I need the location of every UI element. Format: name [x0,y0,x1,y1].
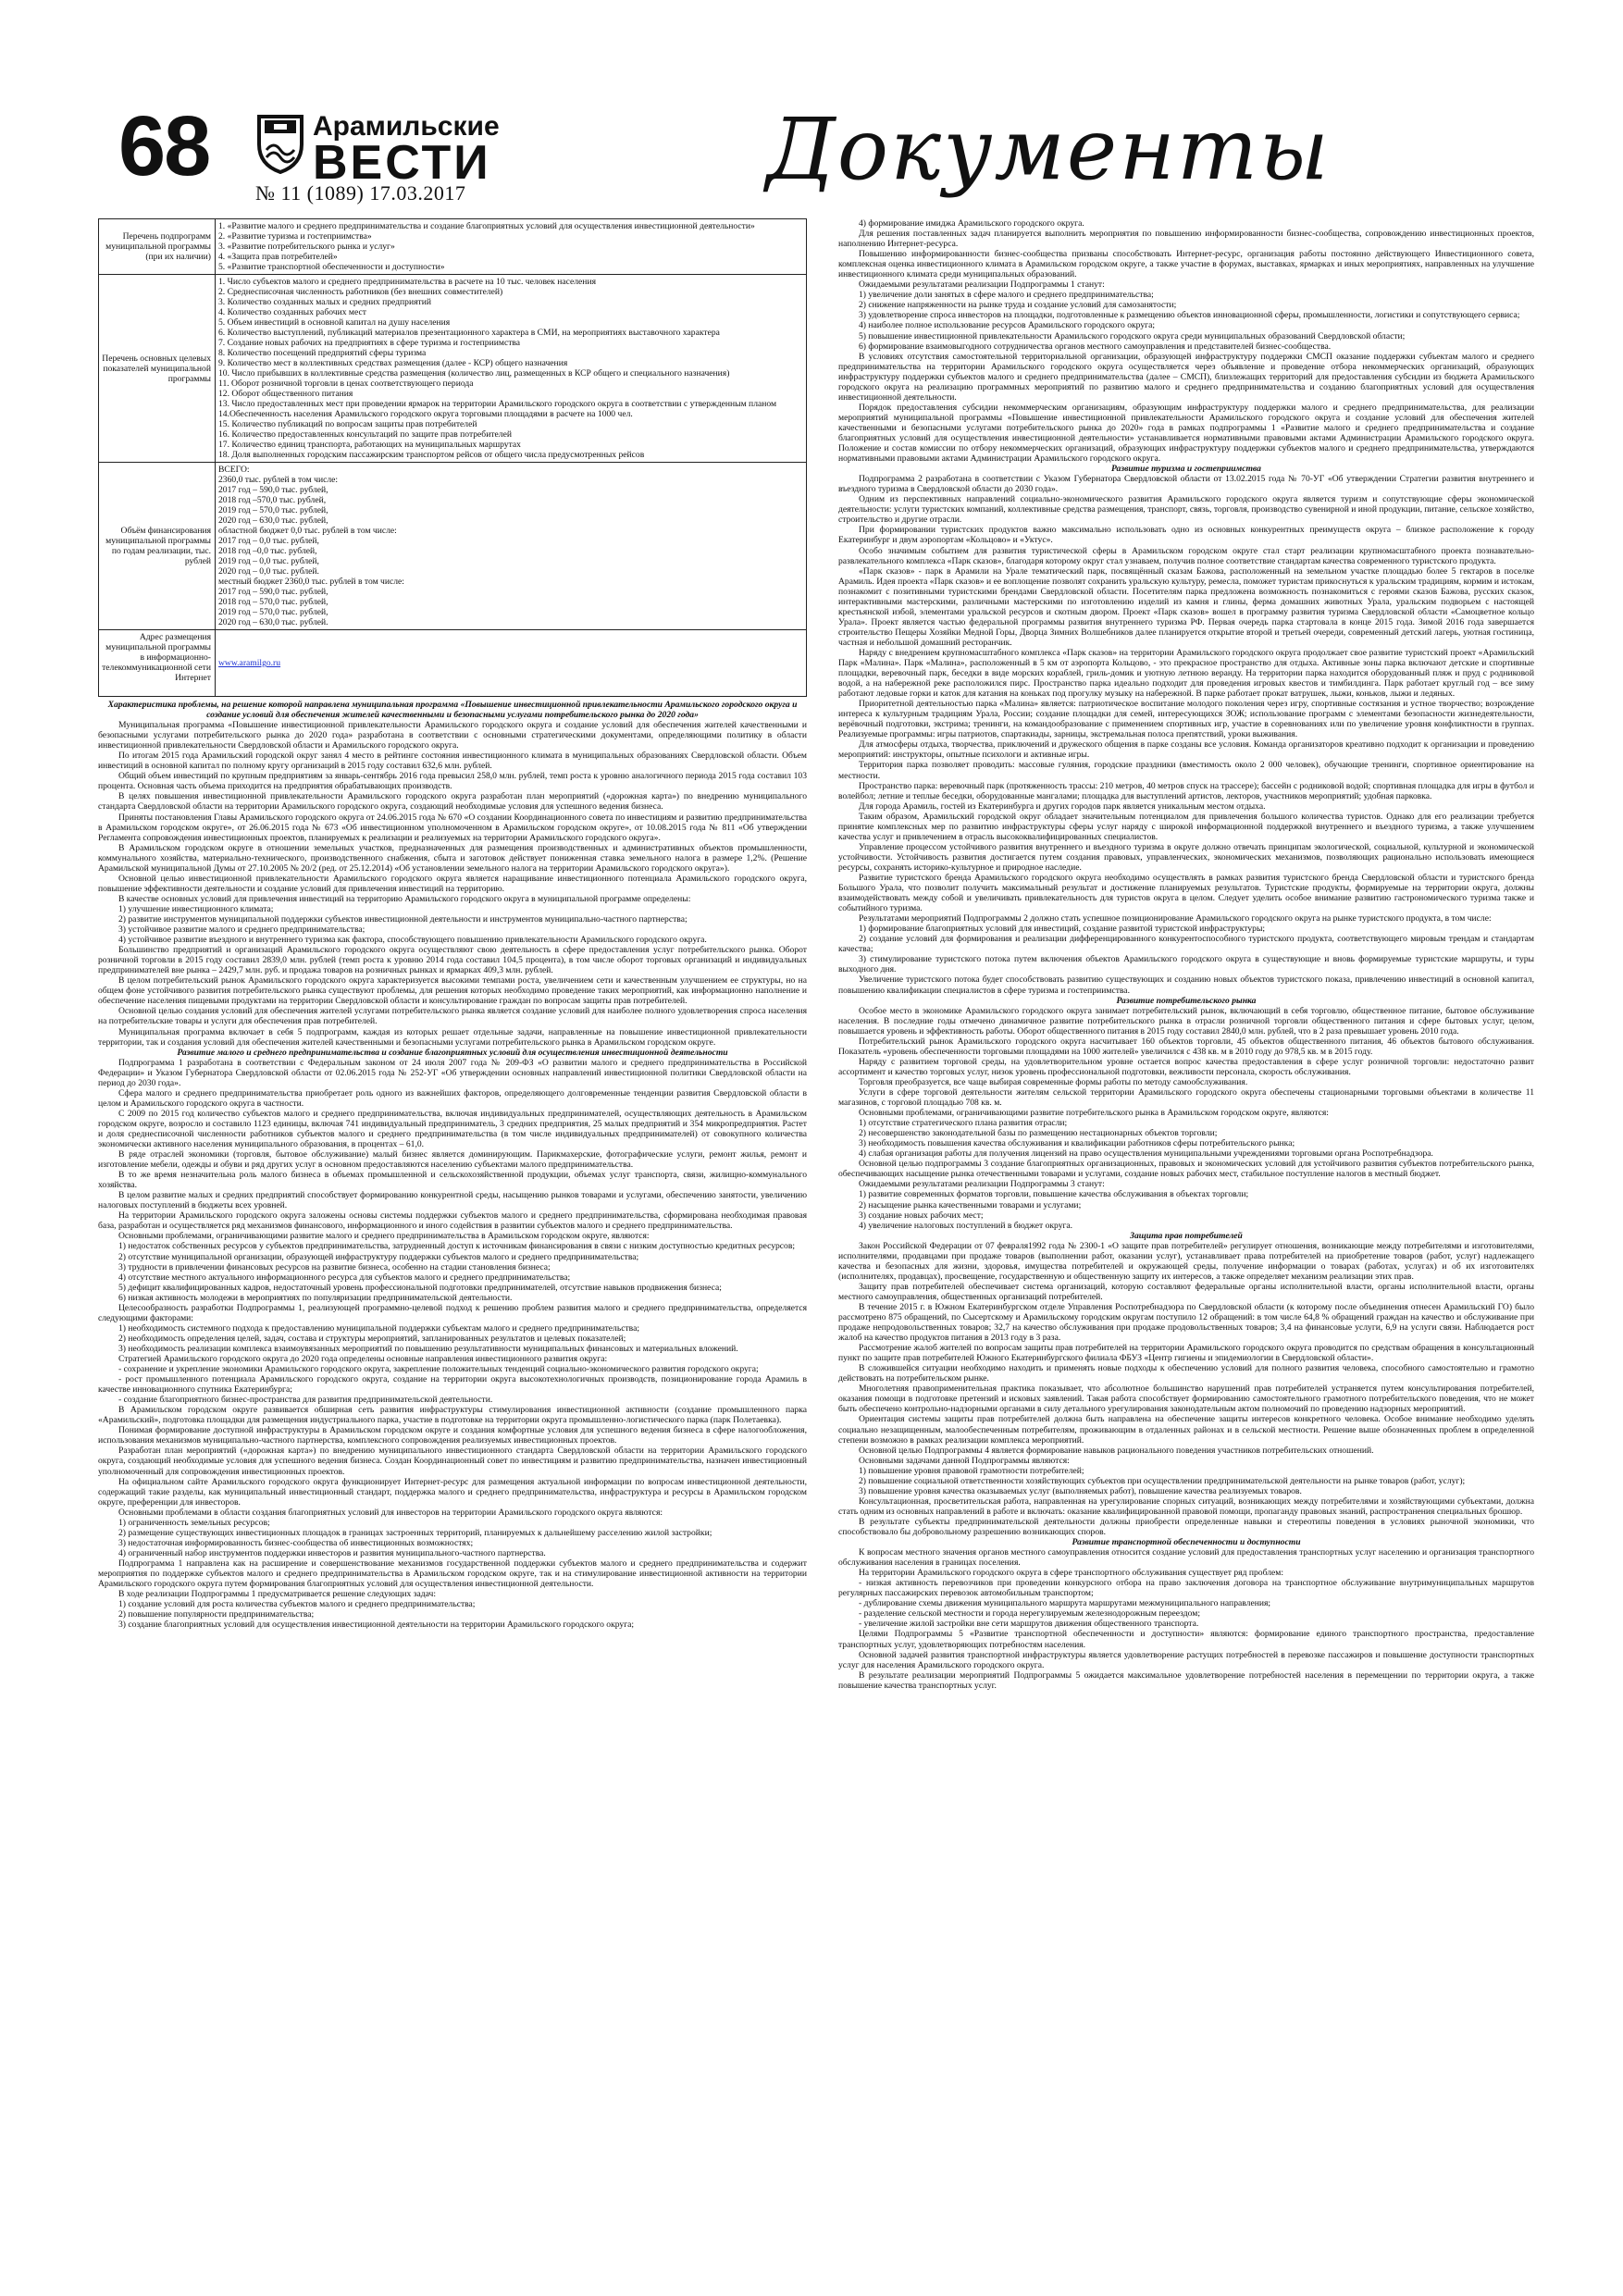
paragraph: 1) необходимость системного подхода к предоставлению муниципальной поддержки субъектам малого и среднего предпринимательства; [118,1322,639,1334]
paragraph: 1) отсутствие стратегического плана развития отрасли; [859,1118,1068,1129]
section-heading: Характеристика проблемы, на решение которой направлена муниципальная программа «Повышение инвестиционной привлекательности Арамильского городского округа и создание условий для обеспечения жителей качественными и безопасными услугами потребительского рынка до 2020 года» [107,700,798,721]
list-item: 4. «Защита прав потребителей» [218,252,338,262]
paragraph: 3) необходимость повышения качества обслуживания и квалификации работников сферы потребительского рынка; [859,1138,1295,1149]
paragraph: Основной целью Подпрограммы 4 является формирование навыков рационального поведения участников потребительских отношений. [859,1445,1374,1456]
list-item: 2018 год –570,0 тыс. рублей, [218,495,327,505]
right-body-text [838,218,1534,1691]
list-item: 16. Количество предоставленных консультаций по защите прав потребителей [218,429,512,440]
list-item: 2018 год –0,0 тыс. рублей, [218,546,317,556]
list-item: 18. Доля выполненных городским пассажирским транспортом рейсов от общего числа предусмотренных рейсов [218,450,645,460]
financing-cell [216,463,807,630]
paragraph: 2) создание условий для формирования и реализации дифференцированного конкурентоспособного туристского продукта, соответствующего мировым трендам и стандартам качества; [838,934,1534,955]
list-item: 4. Количество созданных рабочих мест [218,307,366,317]
paragraph: В качестве основных условий для привлечения инвестиций на территорию Арамильского городского округа в муниципальной программе определены: [118,893,691,904]
table-row [99,630,807,697]
paragraph: 2) повышение социальной ответственности хозяйствующих субъектов при осуществлении предпринимательской деятельности на рынке товаров (работ, услуг); [859,1475,1466,1486]
paragraph: С 2009 по 2015 год количество субъектов малого и среднего предпринимательства, включая индивидуальных предпринимателей, осуществляющих деятельность в Арамильском городском округе, возросло и составило 1123 единицы, включая 741 индивидуальный предприниматель, 3 средних предприятия, 25 малых предприятий и 354 микропредприятия. Растет и доля среднесписочной численности работников субъектов малого и среднего предпринимательства (в том числе индивидуальных предпринимателей) от совокупного количества экономически активного населения муниципального образования, в процентах – 61,0. [98,1108,807,1150]
paragraph: Наряду с внедрением крупномасштабного комплекса «Парк сказов» на территории Арамильского городского округа продолжает свое развитие туристский проект «Арамильский Парк «Малина». Парк «Малина», расположенный в 5 км от аэропорта Кольцово, - это прекрасное пространство для отдыха. Активные зоны парка включают детские и спортивные площадки, веревочный парк, беседки в виде морских кораблей, гриль-домик и уютную летнюю веранду. На территории парка находится оборудованный пляж и пруд с родниковой водой, а на набережной реке расположился пирс. Пространство парка идеально подходит для проведения игровых квестов и тимбилдинга. Парк работает круглый год – все зиму работают ледовые горки и каток для катания на коньках под прогулку музыку на набережной. В парке работает прокат ватрушек, лыжи, коньков, лыжи и ледяных. [838,647,1534,700]
list-item: 14.Обеспеченность населения Арамильского городского округа торговыми площадями в расчете на 1000 чел. [218,409,633,419]
paragraph: - низкая активность перевозчиков при проведении конкурсного отбора на право заключения договора на транспортное обслуживание внутримуниципальных маршрутов регулярных пассажирских перевозок автомобильным транспортом; [838,1578,1534,1599]
paragraph: В условиях отсутствия самостоятельной территориальной организации, образующей инфраструктуру поддержки СМСП оказание поддержки субъектам малого и среднего предпринимательства на территории Арамильского городского округа осуществляется через объявление и проведение отбора некоммерческих организаций, образующих инфраструктуру поддержки субъектов малого и среднего предпринимательства (далее – СМСП), близлежащих территорий для предоставления субсидии из бюджета Арамильского городского округа на реализацию программных мероприятий по развитию малого и среднего предпринимательства и созданию благоприятных условий для осуществления инвестиционной деятельности. [838,351,1534,403]
paragraph: Для города Арамиль, гостей из Екатеринбурга и других городов парк является уникальным местом отдыха. [859,800,1266,812]
list-item: 2019 год – 570,0 тыс. рублей, [218,607,328,617]
paragraph: Таким образом, Арамильский городской округ обладает значительным потенциалом для привлечения большого количества туристов. Однако для его реализации требуется принятие комплексных мер по развитию инфраструктуры сферы услуг наряду с широкой информационной поддержкой внутреннего и въездного туризма, а также улучшением качества услуг и привлечением в отрасль высококвалифицированных специалистов. [838,811,1534,842]
paragraph: В целом потребительский рынок Арамильского городского округа характеризуется высокими темпами роста, увеличением сети и качественным улучшением ее структуры, но на общем фоне устойчивого развития потребительского рынка существуют проблемы, для решения которых необходимо проведение таких мероприятий, как информационно наполнение и обеспечение населения пищевыми продуктами на территории Свердловской области и консультирование граждан по вопросам защиты прав потребителей. [98,975,807,1007]
list-item: 2017 год – 590,0 тыс. рублей, [218,587,328,597]
paragraph: 1) повышение уровня правовой грамотности потребителей; [859,1465,1084,1476]
paragraph: - разделение сельской местности и города нерегулируемым железнодорожным переездом; [859,1608,1200,1620]
website-cell [216,630,807,697]
paragraph: В целом развитие малых и средних предприятий способствует формированию конкурентной среды, насыщению рынков товарами и услугами, обеспечению занятости, увеличению налоговых поступлений в бюджеты всех уровней. [98,1190,807,1211]
paragraph: Понимая формирование доступной инфраструктуры в Арамильском городском округе и создания комфортные условия для успешного ведения бизнеса в сфере налогообложения, использования механизмов муниципально-частного партнерства, комплексного сопровождения реализуемых инвестиционных проектов. [98,1425,807,1446]
list-item: 5. Объем инвестиций в основной капитал на душу населения [218,317,451,328]
paragraph: 3) удовлетворение спроса инвесторов на площадки, подготовленные к размещению объектов инновационной сферы, промышленности, логистики и сопутствующего сервиса; [859,310,1520,321]
paragraph: Особо значимым событием для развития туристической сферы в Арамильском городском округе стал старт реализации крупномасштабного проекта познавательно-развлекательного комплекса «Парк сказов», благодаря которому округ стал узнаваем, получив полное соответствие стандартам качества современного туристского продукта. [838,545,1534,566]
paragraph: Целесообразность разработки Подпрограммы 1, реализующей программно-целевой подход к решению проблем развития малого и среднего предпринимательства, определяется следующими факторами: [98,1302,807,1323]
list-item: 2020 год – 630,0 тыс. рублей. [218,617,328,627]
paragraph: В то же время незначительна роль малого бизнеса в объемах промышленной и сельскохозяйственной продукции, объемах услуг транспорта, связи, жилищно-коммунального хозяйства. [98,1170,807,1191]
paragraph: - сохранение и укрепление экономики Арамильского городского округа, закрепление положительных тенденций социально-экономического развития городского округа; [118,1364,759,1375]
page-number: 68 [118,99,210,193]
paragraph: 4) устойчивое развитие въездного и внутреннего туризма как фактора, способствующего повышению привлекательности Арамильского городского округа. [118,935,707,946]
paragraph: - дублирование схемы движения муниципального маршрута маршрутами межмуниципального направления; [859,1598,1271,1609]
list-item: 2018 год – 570,0 тыс. рублей, [218,597,328,607]
paragraph: Основной целью подпрограммы 3 создание благоприятных организационных, правовых и экономических условий для устойчивого развития субъектов потребительского рынка, обеспечивающих насыщение рынка отечественными товарами и услугами, создание новых рабочих мест, стабильное поступление налогов в местный бюджет. [838,1159,1534,1180]
list-item: 2020 год – 0,0 тыс. рублей. [218,566,319,577]
paragraph: Развитие туристского бренда Арамильского городского округа необходимо осуществлять в рамках развития туристского бренда Свердловской области и туристского бренда Большого Урала, что позволит получить максимальный результат и достижение планируемых результатов. Туристские продукты, формируемые на территории округа, должны взаимодействовать между собой и увеличивать привлекательность для туристов округа в целом. Следует уделить особое внимание развитию гастрономического туризма также и событийного туризма. [838,873,1534,914]
paragraph: К вопросам местного значения органов местного самоуправления относится создание условий для предоставления транспортных услуг населению и организация транспортного обслуживания населения в границах поселения. [838,1547,1534,1569]
list-item: 10. Число прибывших в коллективные средства размещения (количество лиц, размещенных в КСР общего и специального назначения) [218,368,730,379]
paragraph: В сложившейся ситуации необходимо находить и применять новые подходы к обеспечению условий для полного развития человека, способного самостоятельно и грамотно действовать на потребительском рынке. [838,1363,1534,1384]
list-item: 6. Количество выступлений, публикаций материалов презентационного характера в СМИ, на мероприятиях выставочного характера [218,328,720,338]
paragraph: - увеличение жилой застройки вне сети маршрутов движения общественного транспорта. [859,1619,1199,1630]
list-item: 15. Количество публикаций по вопросам защиты прав потребителей [218,419,477,429]
paragraph: 1) улучшение инвестиционного климата; [118,903,274,914]
paragraph: Основными проблемами в области создания благоприятных условий для инвесторов на территории Арамильского городского округа являются: [118,1507,663,1518]
list-item: 2360,0 тыс. рублей в том числе: [218,475,339,485]
section-heading: Развитие транспортной обеспеченности и доступности [1072,1537,1301,1548]
list-item: 2019 год – 0,0 тыс. рублей, [218,556,319,566]
paragraph: Территория парка позволяет проводить: массовые гуляния, городские праздники (вместимость около 2 000 человек), обучающие тренинги, спортивное ориентирование на местности. [838,760,1534,781]
paragraph: 6) низкая активность молодежи в мероприятиях по популяризации предпринимательской деятельности. [118,1292,513,1303]
row-label: Перечень подпрограмм муниципальной программы (при их наличии) [99,219,216,275]
paragraph: Особое место в экономике Арамильского городского округа занимает потребительский рынок, включающий в себя торговлю, общественное питание, бытовое обслуживание населения. В последние годы отмечено динамичное развитие потребительского рынка в отрасли розничной торговли общественного питания и сфере бытовых услуг, целом, повышается уровень и эффективность работы. Оборот общественного питания в 2015 году составил 2840,0 млн. рублей, что в 2 раза превышает уровень 2010 года. [838,1005,1534,1036]
table-row [99,219,807,275]
list-item: 17. Количество единиц транспорта, работающих на муниципальных маршрутах [218,440,521,450]
paragraph: Муниципальная программа включает в себя 5 подпрограмм, каждая из которых решает отдельные задачи, направленные на повышение инвестиционной привлекательности территории, так и создания условий для обеспечения жителей качественными и безопасными услугами потребительского рынка в Арамильском городском округе. [98,1026,807,1048]
paragraph: Управление процессом устойчивого развития внутреннего и въездного туризма в округе должно отвечать принципам экологической, социальной, культурной и экономической устойчивости. Устойчивость развития достигается путем создания правовых, управленческих, экономических механизмов, позволяющих рационально использовать имеющиеся ресурсы, сохранять историко-культурное и природное наследие. [838,841,1534,873]
left-column [98,218,807,1630]
paragraph: Рассмотрение жалоб жителей по вопросам защиты прав потребителей на территории Арамильского городского округа проводится по средствам обращения в консультационный пункт по защите прав потребителей Южного Екатеринбургского филиала ФБУЗ «Центр гигиены и эпидемиологии в Свердловской области». [838,1343,1534,1364]
paragraph: 1) ограниченность земельных ресурсов; [118,1517,270,1528]
paper-name-top: Арамильские [313,111,500,142]
paragraph: 2) необходимость определения целей, задач, состава и структуры мероприятий, запланированных результатов и целевых показателей; [118,1333,626,1344]
paragraph: 1) формирование благоприятных условий для инвестиций, создание развитой туристской инфраструктуры; [859,924,1266,935]
paragraph: Ориентация системы защиты прав потребителей должна быть направлена на обеспечение защиты интересов конкретного человека. Особое внимание необходимо уделять социально незащищенным, малообеспеченным потребителям, проживающим в отдаленных районах и в сельской местности. Решение выше обозначенных проблем в определенной степени возможно в рамках реализации комплекса мероприятий. [838,1414,1534,1446]
paragraph: Подпрограмма 2 разработана в соответствии с Указом Губернатора Свердловской области от 13.02.2015 года № 70-УГ «Об утверждении Стратегии развития внутреннего и въездного туризма в Свердловской области до 2030 года». [838,474,1534,495]
paragraph: Повышению информированности бизнес-сообщества призваны способствовать Интернет-ресурс, организация работы постоянно действующего Инвестиционного совета, комплексная оценка инвестиционного климата в Арамильском городском округе, а также участие в форумах, выставках, ярмарках и иных мероприятиях, направленных на улучшение инвестиционного климата среди муниципальных образований. [838,249,1534,280]
paragraph: Торговля преобразуется, все чаще выбирая современные формы работы по методу самообслуживания. [859,1076,1248,1087]
list-item: 1. Число субъектов малого и среднего предпринимательства в расчете на 10 тыс. человек населения [218,277,596,287]
section-title: Документы [766,100,1331,199]
paragraph: 2) насыщение рынка качественными товарами и услугами; [859,1199,1082,1210]
paragraph: Результатами мероприятий Подпрограммы 2 должно стать успешное позиционирование Арамильского городского округа на рынке туристского продукта, в том числе: [859,913,1492,925]
paragraph: На территории Арамильского городского округа заложены основы системы поддержки субъектов малого и среднего предпринимательства, сформирована необходимая правовая база, разработан и осуществляется ряд механизмов финансового, информационного и иного содействия в развитии субъектов малого и среднего предпринимательства. [98,1210,807,1232]
paragraph: 3) устойчивое развитие малого и среднего предпринимательства; [118,925,365,936]
paragraph: В течение 2015 г. в Южном Екатеринбургском отделе Управления Роспотребнадзора по Свердловской области (к которому после объединения отнесен Арамильский ГО) было рассмотрено 875 обращений, по Сысертскому и Арамильскому городским округам поступило 12 обращений: в том числе 64,8 % обращений граждан на качество и обслуживание при продаже непродовольственных товаров; 32,7 на качество обслуживания при продаже продовольственных товаров; 3,4 на финансовые услуги, 6,9 на услуги связи. Наблюдается рост жалоб на качество продуктов питания в 2013 году в 3 раза. [838,1301,1534,1344]
paragraph: Порядок предоставления субсидии некоммерческим организациям, образующим инфраструктуру поддержки малого и среднего предпринимательства, для реализации мероприятий муниципальной программы «Повышение инвестиционной привлекательности Арамильского городского округа и создание условий для обеспечения жителей качественными и безопасными услугами потребительского рынка до 2020» года в рамках подпрограммы 1 «Развитие малого и среднего предпринимательства и создание благоприятных условий для осуществления инвестиционной деятельности» устанавливается нормативными правовыми актами Администрации Арамильского городского округа. Положение и состав комиссии по отбору некоммерческих организаций, образующих инфраструктуру поддержки субъектов малого и среднего предпринимательства, утверждаются нормативными правовыми актами Администрации Арамильского городского округа. [838,402,1534,465]
paragraph: Разработан план мероприятий («дорожная карта») по внедрению муниципального инвестиционного стандарта Свердловской области на территории Арамильского городского округа, создающий необходимые условия для успешного ведения бизнеса. Создан Координационный совет по инвестициям и развитию предпринимательства, назначен инвестиционный уполномоченный для сопровождения инвестиционных проектов. [98,1446,807,1477]
paragraph: Для атмосферы отдыха, творчества, приключений и дружеского общения в парке созданы все условия. Команда организаторов креативно подходит к организации и проведению мероприятий: инструкторы, опытные психологи и активные игры. [838,739,1534,761]
row-label: Перечень основных целевых показателей муниципальной программы [99,275,216,463]
paragraph: Услуги в сфере торговой деятельности жителям сельской территории Арамильского городского округа обеспечены стационарными торговыми объектами в количестве 11 магазинов, с торговой площадью 708 кв. м. [838,1086,1534,1109]
paragraph: Закон Российской Федерации от 07 февраля1992 года № 2300-1 «О защите прав потребителей» регулирует отношения, возникающие между потребителями и изготовителями, исполнителями, продавцами при продаже товаров (выполнении работ, оказании услуг), устанавливает права потребителей на приобретение товаров (работ, услуг) надлежащего качества и безопасных для жизни, здоровья, имущества потребителей и окружающей среды, получение информации о товарах (работах, услугах) и об их изготовителях (исполнителях, продавцах), просвещение, государственную и общественную защиту их интересов, а также определяет механизм реализации этих прав. [838,1240,1534,1282]
table-row [99,275,807,463]
paragraph: Большинство предприятий и организаций Арамильского городского округа осуществляют свою деятельность в сфере предоставления услуг потребительского рынка. Оборот розничной торговли в 2015 году составил 2839,0 млн. рублей (темп роста к уровню 2014 года составил 104,5 процента), в том числе оборот торговых организаций и индивидуальных предпринимателей вне рынка – 2429,7 млн. руб. и продажа товаров на розничных рынках и ярмарках 409,3 млн. рублей. [98,945,807,976]
paragraph: Подпрограмма 1 разработана в соответствии с Федеральным законом от 24 июля 2007 года № 209-ФЗ «О развитии малого и среднего предпринимательства в Российской Федерации» и Указом Губернатора Свердловской области от 02.06.2015 года № 252-УГ «Об утверждении основных направлений инвестиционной политики Свердловской области на период до 2030 года». [98,1057,807,1088]
paragraph: Ожидаемыми результатами реализации Подпрограммы 3 станут: [859,1179,1105,1190]
paragraph: Многолетняя правоприменительная практика показывает, что абсолютное большинство нарушений прав потребителей устраняется путем консультирования потребителей, оказания помощи в подготовке претензий и исковых заявлений. Такая работа способствует формированию самостоятельного грамотного потребительского поведения, что не может быть обеспечено контрольно-надзорными органами в силу детального урегулирования законодательным актом полномочий по проведению надзорных мероприятий. [838,1384,1534,1415]
paragraph: Ожидаемыми результатами реализации Подпрограммы 1 станут: [859,279,1105,291]
row-label: Адрес размещения муниципальной программы в информационно-телекоммуникационной сети Интернет [99,630,216,697]
indicators-cell [216,275,807,463]
paragraph: Основными задачами данной Подпрограммы являются: [859,1455,1070,1466]
paragraph: 3) создание новых рабочих мест; [859,1210,984,1221]
paragraph: 1) увеличение доли занятых в сфере малого и среднего предпринимательства; [859,290,1154,301]
paragraph: Пространство парка: веревочный парк (протяженность трассы: 210 метров, 40 метров спуск на трассере); бассейн с родниковой водой; спортивная площадка для игры в футбол и волейбол; летние и теплые беседки, оборудованные мангалами; площадка для выступлений артистов, лекторов, участников мероприятий; удобная парковка. [838,780,1534,801]
program-passport-table [98,218,807,697]
section-heading: Развитие потребительского рынка [1116,995,1257,1006]
paragraph: 3) недостаточная информированность бизнес-сообщества об инвестиционных возможностях; [118,1537,474,1548]
paragraph: Основной задачей развития транспортной инфраструктуры является удовлетворение растущих потребностей в перевозке пассажиров и повышение доступности транспортных услуг для населения Арамильского городского округа. [838,1649,1534,1670]
list-item: 2. Среднесписочная численность работников (без внешних совместителей) [218,287,503,297]
list-item: 2020 год – 630,0 тыс. рублей, [218,515,328,526]
paragraph: 1) создание условий для роста количества субъектов малого и среднего предпринимательства; [118,1599,476,1610]
paragraph: 6) формирование взаимовыгодного сотрудничества органов местного самоуправления и представителей бизнес-сообщества. [859,341,1332,352]
paragraph: 3) стимулирование туристского потока путем включения объектов Арамильского городского округа в существующие и вновь формируемые туристские маршруты, и туры выходного дня. [838,954,1534,975]
paragraph: В ряде отраслей экономики (торговля, бытовое обслуживание) малый бизнес является доминирующим. Парикмахерские, фотографические услуги, ремонт жилья, ремонт и изготовление мебели, одежды и обуви и ряд других услуг в основном предоставляются населению субъектами малого предпринимательства. [98,1149,807,1171]
paragraph: По итогам 2015 года Арамильский городской округ занял 4 место в рейтинге состояния инвестиционного климата в муниципальных образованиях Свердловской области. Объем инвестиций в основной капитал по полному кругу организаций в 2015 году составил 632,6 млн. рублей. [98,751,807,772]
paragraph: На официальном сайте Арамильского городского округа функционирует Интернет-ресурс для размещения актуальной информации по вопросам инвестиционной деятельности, содержащий такие разделы, как муниципальный инвестиционный стандарт, поддержка малого и среднего предпринимательства, инфраструктура и ресурсы в Арамильском городском округе, преференции для инвесторов. [98,1476,807,1508]
paragraph: Муниципальная программа «Повышение инвестиционной привлекательности Арамильского городского округа и создание условий для обеспечения жителей качественными и безопасными услугами потребительского рынка до 2020 года» разработана в соответствии с основными стратегическими документами, определяющими политику в области инвестиционной привлекательности Свердловской области и Арамильского городского округа. [98,720,807,751]
subprograms-cell [216,219,807,275]
list-item: 11. Оборот розничной торговли в ценах соответствующего периода [218,379,474,389]
issue-line: № 11 (1089) 17.03.2017 [255,181,466,205]
paragraph: Приоритетной деятельностью парка «Малина» является: патриотическое воспитание молодого поколения через игру, спортивные состязания и устное творчество; возрождение интереса к культурным традициям Урала, России; создание площадки для семей, интересующихся ЗОЖ; использование программ с элементами безопасности жизнедеятельности, верёвочный подготовки, экстрима; тренинги, на командообразование с применением спортивных игр, участие в соревнованиях или по увеличение уровня конфликтности в группах. Реализуемые программы: игры патриотов, спартакиады, зарницы, экстремальная полоса препятствий, уроки выживания. [838,699,1534,740]
list-item: ВСЕГО: [218,465,250,475]
paragraph: В Арамильском городском округе в отношении земельных участков, предназначенных для размещения производственных и административных объектов промышленности, коммунального хозяйства, материально-технического, производственного снабжения, сбыта и заготовок действует пониженная ставка земельного налога в размере 1,2%. (Решение Арамильской муниципальной Думы от 27.10.2005 № 20/2 (ред. от 25.12.2014) «Об установлении земельного налога на территории Арамильского городского округа»). [98,842,807,874]
table-row [99,463,807,630]
left-body-text [98,700,807,1630]
list-item: 9. Количество мест в коллективных средствах размещения (далее - КСР) общего назначения [218,358,568,368]
row-label: Объём финансирования муниципальной программы по годам реализации, тыс. рублей [99,463,216,630]
paragraph: 2) несовершенство законодательной базы по размещению нестационарных объектов торговли; [859,1128,1218,1139]
list-item: 2019 год – 570,0 тыс. рублей, [218,505,328,515]
paragraph: Подпрограмма 1 направлена как на расширение и совершенствование механизмов государственной поддержки субъектов малого и среднего предпринимательства и содержит мероприятия по поддержке субъектов малого и среднего предпринимательства в Арамильском городском округе, так и на стимулирование инвестиционной активности на территории Арамильского городского округа путем формирования благоприятных условий для осуществления инвестиционной деятельности. [98,1558,807,1590]
paragraph: 3) необходимость реализации комплекса взаимоувязанных мероприятий по повышению результативности муниципальных финансовых и материальных вложений. [118,1343,738,1354]
paragraph: 2) развитие инструментов муниципальной поддержки субъектов инвестиционной деятельности и инструментов муниципально-частного партнерства; [118,913,688,925]
paragraph: 4) наиболее полное использование ресурсов Арамильского городского округа; [859,320,1156,331]
paragraph: Основными проблемами, ограничивающими развитие малого и среднего предпринимательства в Арамильском городском округе, являются: [118,1231,650,1242]
paragraph: 4) формирование имиджа Арамильского городского округа. [859,218,1084,229]
paragraph: 2) отсутствие муниципальной организации, образующей инфраструктуру поддержки субъектов малого и среднего предпринимательства; [118,1251,639,1262]
list-item: областной бюджет 0,0 тыс. рублей в том числе: [218,526,397,536]
paragraph: - создание благоприятного бизнес-пространства для развития предпринимательской деятельности. [118,1395,493,1406]
paragraph: 3) создание благоприятных условий для осуществления инвестиционной деятельности на территории Арамильского городского округа; [118,1620,635,1631]
paragraph: «Парк сказов» - парк в Арамили на Урале тематический парк, посвящённый сказам Бажова, расположенный на земельном участке площадью более 5 гектаров в поселке Арамиль. Идея проекта «Парк сказов» и ее воплощение позволят сохранить уральскую культуру, ремесла, поможет туристам прикоснуться к уральским традициям, кормим и истокам, познакомит с позитивными туристскими брендами Свердловской области. Посетителям парка предложена возможность познакомиться с героями сказов Бажова, русских сказок, интерактивными мастерскими, различными мастерскими по изготовлению изделий из камня и глины, ферма домашних животных Урала, уральским подворьем с настоящей крестьянской избой, элементами уральской ресурсов и скотным двором. Проект «Парк сказов» вошел в программу развития туризма Свердловской области «Самоцветное кольцо Урала». Проект является частью федеральной программы развития внутреннего туризма РФ. Первая очередь парка стартовала в конце 2015 года. Зимой 2016 года завершается строительство Пещеры Хозяйки Медной Горы, Дворца Зимних Волшебников далее планируется открытие второй и третьей очереди, современный детский лагерь, уютная гостиница, частная и небольшой домашний ресторанчик. [838,565,1534,648]
list-item: 2017 год – 0,0 тыс. рублей, [218,536,319,546]
paragraph: 4) увеличение налоговых поступлений в бюджет округа. [859,1220,1073,1231]
list-item: 1. «Развитие малого и среднего предпринимательства и создание благоприятных условий для осуществления инвестиционной деятельности» [218,221,755,231]
paragraph: В целях повышения инвестиционной привлекательности Арамильского городского округа разработан план мероприятий («дорожная карта») по внедрению муниципального стандарта Свердловской области на территории Арамильского городского округа, создающий необходимые условия для успешного ведения бизнеса. [98,791,807,813]
paragraph: Консультационная, просветительская работа, направленная на урегулирование спорных ситуаций, возникающих между потребителями и хозяйствующими субъектами, должна стать одним из основных направлений в работе и включать: оказание квалифицированной правовой помощи, пропаганду правовых знаний, распространения специальных брошюр. [838,1496,1534,1517]
list-item: 13. Число предоставленных мест при проведении ярмарок на территории Арамильского городского округа в соответствии с утвержденным планом [218,399,777,409]
list-item: местный бюджет 2360,0 тыс. рублей в том числе: [218,577,404,587]
paragraph: Потребительский рынок Арамильского городского округа насчитывает 160 объектов торговли, 45 объектов общественного питания, 46 объектов бытового обслуживания. Показатель «уровень обеспеченности торговыми площадями на 1000 жителей» увеличился с 438 кв. м в 2010 году до 978,5 кв. м в 2015 году. [838,1036,1534,1057]
list-item: 7. Создание новых рабочих на предприятиях в сфере туризма и гостеприимства [218,338,521,348]
paragraph: В результате субъекты предпринимательской деятельности должны приобрести определенные навыки и стереотипы поведения в условиях рыночной экономики, что способствовало бы добровольному разрешению возникающих споров. [838,1516,1534,1537]
paragraph: 1) недостаток собственных ресурсов у субъектов предпринимательства, затрудненный доступ к источникам финансирования в связи с низким доступностью кредитных ресурсов; [118,1241,796,1252]
newspaper-logo[interactable] [255,105,570,190]
paragraph: 5) дефицит квалифицированных кадров, недостаточный уровень профессиональной подготовки предпринимателей, отсутствие навыков продвижения бизнеса; [118,1282,722,1293]
paragraph: 4) ограниченный набор инструментов поддержки инвесторов и развития муниципального-частного партнерства. [118,1547,546,1558]
paragraph: Сфера малого и среднего предпринимательства приобретает роль одного из важнейших факторов, определяющего долговременные тенденции развития Свердловской области в целом и Арамильского городского округа в частности. [98,1087,807,1109]
list-item: 3. «Развитие потребительского рынка и услуг» [218,242,395,252]
paragraph: Защиту прав потребителей обеспечивает система организаций, которую составляют федеральные органы исполнительной власти, органы исполнительной власти, органы местного самоуправления, общественных организаций потребителей. [838,1281,1534,1302]
paragraph: 2) размещение существующих инвестиционных площадок в границах застроенных территорий, планируемых к дальнейшему расселению жилой застройки; [118,1527,712,1538]
paragraph: Целями Подпрограммы 5 «Развитие транспортной обеспеченности и доступности» являются: формирование единого транспортного пространства, предоставление транспортных услуг, удовлетворяющих потребностям населения. [838,1629,1534,1650]
paragraph: В Арамильском городском округе развивается обширная сеть развития инфраструктуры стимулирования инвестиционной активности (создание промышленного парка «Арамильский», подготовка площадки для размещения индустриального парка, участие в подготовке на территории округа промышленно-логистического парка (парк Полетаевка). [98,1405,807,1426]
paragraph: Общий объем инвестиций по крупным предприятиям за январь-сентябрь 2016 года превысил 258,0 млн. рублей, темп роста к уровню аналогичного периода 2015 года составил 103 процента. Основная часть объема приходится на предприятия обрабатывающих производств. [98,771,807,792]
website-link[interactable]: www.aramilgo.ru [218,658,281,668]
section-heading: Защита прав потребителей [1130,1230,1243,1241]
paragraph: При формировании туристских продуктов важно максимально использовать одно из основных конкурентных преимуществ округа – близкое расположение к городу Екатеринбург и двум аэропортам «Кольцово» и «Уктус». [838,525,1534,546]
paragraph: - рост промышленного потенциала Арамильского городского округа, создание на территории округа высокотехнологичных производств, позиционирование города Арамиль в качестве инновационного спутника Екатеринбурга; [98,1374,807,1396]
section-heading: Развитие малого и среднего предпринимательства и создание благоприятных условий для осуществления инвестиционной деятельности [177,1047,728,1058]
right-column [838,218,1534,1691]
paragraph: На территории Арамильского городского округа в сфере транспортного обслуживания существует ряд проблем: [859,1568,1284,1579]
paragraph: 4) слабая организация работы для получения лицензий на право осуществления муниципальными учреждениями торговыми органа Роспотребнадзора. [859,1148,1433,1160]
paragraph: Для решения поставленных задач планируется выполнить мероприятия по повышению информированности бизнес-сообщества, сопровождению инвестиционных проектов, наполнению Интернет-ресурса. [838,229,1534,250]
paragraph: Одним из перспективных направлений социально-экономического развития Арамильского городского округа является туризм и сопутствующие сферы экономической деятельности: услуги туристских компаний, коллективные средства размещения, транспорт, связь, торговля, производство сувенирной и иной продукции, питание, сельское хозяйство, строительство и другие отрасли. [838,494,1534,526]
paragraph: Наряду с развитием торговой среды, на удовлетворительном уровне остается вопрос качества предоставления в сфере услуг розничной торговли: недостаточно развит ассортимент и качество торговых услуг, низок уровень профессиональной подготовки, вежливости персонала, скорость обслуживания. [838,1056,1534,1077]
paper-name-main: ВЕСТИ [313,136,491,190]
paragraph: Увеличение туристского потока будет способствовать развитию существующих и созданию новых объектов туристского показа, привлечению инвестиций в основной капитал, повышению квалификации специалистов в сфере туризма и гостеприимства. [838,974,1534,996]
paragraph: 3) трудности в привлечении финансовых ресурсов на развитие бизнеса, особенно на стадии становления бизнеса; [118,1261,551,1272]
paragraph: Основной целью создания условий для обеспечения жителей услугами потребительского рынка является создание условий для наиболее полного удовлетворения спроса населения на потребительские товары и услуги для обеспечения прав потребителей. [98,1006,807,1027]
paragraph: 2) повышение популярности предпринимательства; [118,1609,315,1620]
paragraph: Основными проблемами, ограничивающими развитие потребительского рынка в Арамильском городском округе, являются: [859,1108,1329,1119]
paragraph: 3) повышение уровня качества оказываемых услуг (выполняемых работ), повышение качества реализуемых товаров. [859,1485,1302,1496]
list-item: 5. «Развитие транспортной обеспеченности и доступности» [218,262,445,272]
paragraph: В результате реализации мероприятий Подпрограммы 5 ожидается максимальное удовлетворение потребностей населения в перемещении по территории округа, а также повышение качества транспортных услуг. [838,1669,1534,1691]
list-item: 2017 год – 590,0 тыс. рублей, [218,485,328,495]
list-item: 2. «Развитие туризма и гостеприимства» [218,231,372,242]
masthead [118,99,1506,205]
list-item: 3. Количество созданных малых и средних предприятий [218,297,431,307]
paragraph: В ходе реализации Подпрограммы 1 предусматривается решение следующих задач: [118,1589,437,1600]
crest-icon [255,113,305,174]
paragraph: 5) повышение инвестиционной привлекательности Арамильского городского округа среди муниципальных образований Свердловской области; [859,330,1406,341]
paragraph: 1) развитие современных форматов торговли, повышение качества обслуживания в объектах торговли; [859,1189,1249,1200]
paragraph: Приняты постановления Главы Арамильского городского округа от 24.06.2015 года № 670 «О создании Координационного совета по инвестициям и развитию предпринимательства в Арамильском городском округе», от 26.06.2015 года № 673 «Об инвестиционном уполномоченном в Арамильском городском округе», от 10.08.2015 года № 811 «Об утверждении Регламента сопровождения инвестиционных проектов, планируемых к реализации и реализуемых на территории Арамильского городского округа». [98,812,807,843]
section-heading: Развитие туризма и гостеприимства [1111,464,1261,475]
paragraph: Стратегией Арамильского городского округа до 2020 года определены основные направления инвестиционного развития округа: [118,1354,608,1364]
list-item: 12. Оборот общественного питания [218,389,353,399]
paragraph: Основной целью инвестиционной привлекательности Арамильского городского округа является наращивание инвестиционного потенциала Арамильского городского округа, повышение эффективности деятельности и создание условий для привлечения инвестиций на территорию. [98,873,807,894]
list-item: 8. Количество посещений предприятий сферы туризма [218,348,427,358]
paragraph: 2) снижение напряженности на рынке труда и создание условий для самозанятости; [859,300,1177,311]
paragraph: 4) отсутствие местного актуального информационного ресурса для субъектов малого и среднего предпринимательства; [118,1272,571,1283]
